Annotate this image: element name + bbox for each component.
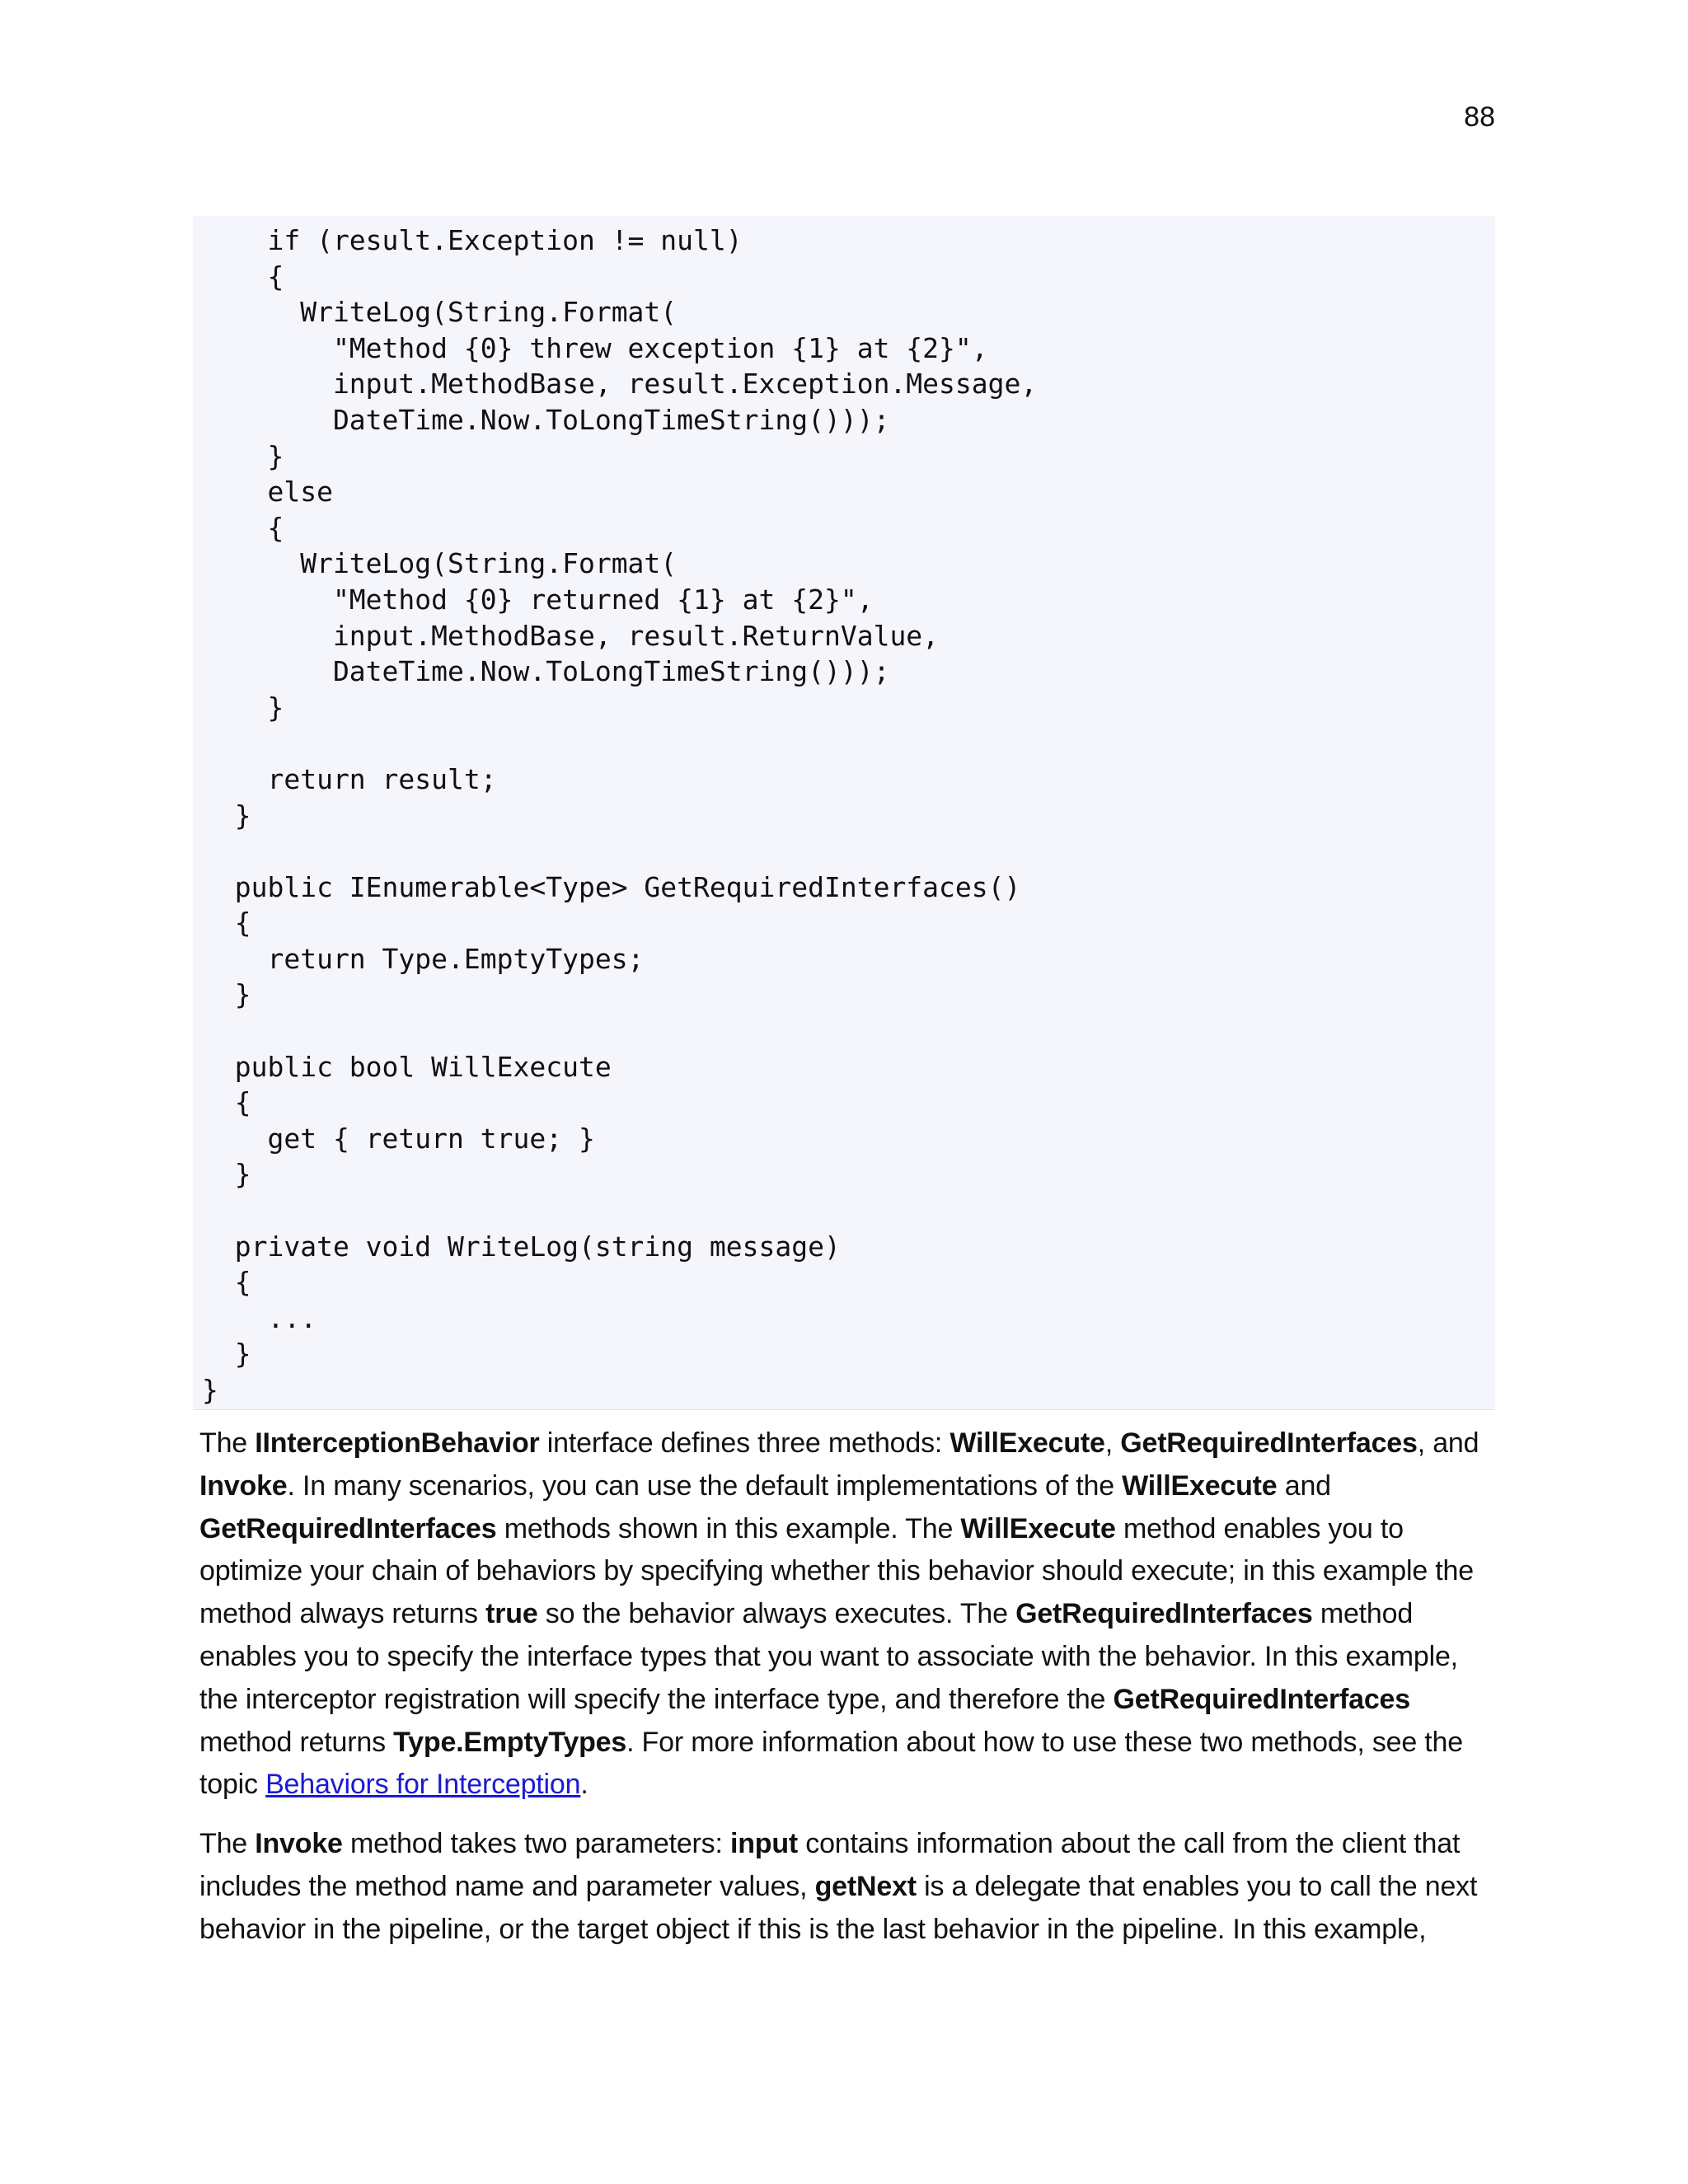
code-line: input.MethodBase, result.Exception.Message, [202,368,1038,401]
code-line: { [202,907,251,940]
code-line: DateTime.Now.ToLongTimeString())); [202,403,890,436]
code-line: DateTime.Now.ToLongTimeString())); [202,655,890,688]
page-number: 88 [1464,101,1495,133]
code-line: private void WriteLog(string message) [202,1230,841,1263]
code-line: } [202,799,251,832]
text-run: . For more information about how to use these two methods, see the topic [199,1726,1463,1801]
code-line [202,1193,1495,1229]
bold-term: GetRequiredInterfaces [1113,1683,1410,1715]
text-run: , and [1417,1427,1479,1459]
text-run: . In many scenarios, you can use the default implementations of the [287,1469,1123,1502]
code-line: { [202,1266,251,1299]
code-line: } [202,1374,218,1406]
code-line [202,725,1495,762]
code-line: { [202,1086,251,1119]
bold-term: WillExecute [1122,1469,1278,1502]
text-run: method takes two parameters: [342,1828,730,1859]
bold-term: Invoke [255,1828,343,1859]
bold-term: WillExecute [950,1427,1105,1459]
behaviors-for-interception-link[interactable]: Behaviors for Interception [265,1769,581,1801]
code-line: get { return true; } [202,1122,595,1155]
paragraph-invoke-method [199,1823,1502,1951]
paragraph-behavior-methods [199,1422,1502,1807]
text-run: The [199,1427,256,1459]
code-line: input.MethodBase, result.ReturnValue, [202,619,940,652]
text-run: , [1104,1427,1121,1459]
code-line: WriteLog(String.Format( [202,547,678,580]
bold-term: GetRequiredInterfaces [1120,1427,1418,1459]
text-run: The [199,1828,256,1859]
bold-term: Invoke [199,1469,288,1502]
code-line: } [202,1338,251,1371]
bold-term: input [729,1828,799,1859]
code-line [202,833,1495,869]
code-line: public bool WillExecute [202,1050,612,1083]
code-line: return result; [202,762,497,795]
code-line: WriteLog(String.Format( [202,296,678,329]
bold-term: GetRequiredInterfaces [199,1512,497,1544]
code-line: else [202,476,333,509]
text-run: so the behavior always executes. The [537,1598,1016,1630]
code-line: "Method {0} threw exception {1} at {2}", [202,331,988,364]
text-run: contains information about the call from the client that includes the method name and parameter values, [199,1828,1461,1902]
code-line: } [202,439,284,472]
text-run: and [1277,1469,1331,1502]
code-line: ... [202,1301,317,1334]
code-line: "Method {0} returned {1} at {2}", [202,583,874,616]
text-run: methods shown in this example. The [496,1512,961,1544]
text-run: method enables you to specify the interface types that you want to associate with the behavior. In this example, the interceptor registration will specify the interface type, and therefore the [199,1598,1458,1715]
text-run: method enables you to optimize your chain of behaviors by specifying whether this behavior should execute; in this example the method always returns [199,1512,1474,1630]
code-line [202,1013,1495,1049]
code-line: { [202,260,284,293]
code-line: } [202,978,251,1011]
code-line: { [202,511,284,544]
code-line: if (result.Exception != null) [202,224,743,256]
bold-term: IInterceptionBehavior [255,1427,540,1459]
code-listing [193,216,1495,1410]
bold-term: GetRequiredInterfaces [1015,1598,1313,1630]
code-line: } [202,691,284,724]
bold-term: getNext [814,1870,917,1902]
text-run: interface defines three methods: [539,1427,950,1459]
code-line: return Type.EmptyTypes; [202,942,645,975]
text-run: is a delegate that enables you to call the next behavior in the pipeline, or the target object if this is the last behavior in the pipeline. In this example, [199,1870,1478,1945]
code-line: } [202,1158,251,1191]
bold-term: WillExecute [960,1512,1116,1544]
text-run: . [580,1769,588,1801]
text-run: method returns [199,1726,394,1758]
bold-term: true [485,1598,538,1630]
bold-term: Type.EmptyTypes [393,1726,627,1758]
code-line: public IEnumerable<Type> GetRequiredInterfaces() [202,870,1021,903]
